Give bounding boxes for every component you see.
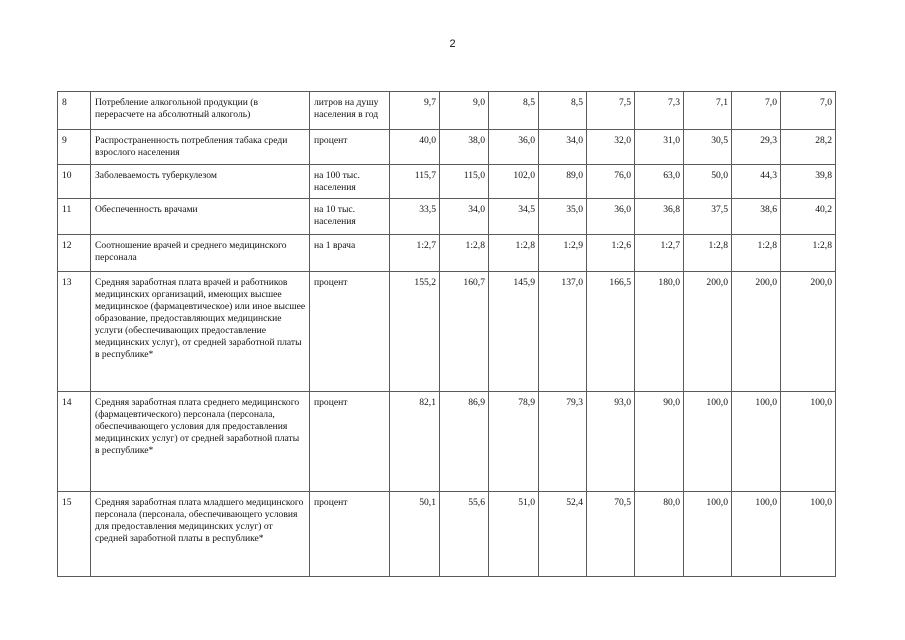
value-cell: 160,7 bbox=[440, 272, 489, 392]
value-cell: 1:2,7 bbox=[390, 235, 440, 272]
value-cell: 55,6 bbox=[440, 492, 489, 577]
value-cell: 1:2,8 bbox=[684, 235, 732, 272]
indicator-name-cell: Распространенность потребления табака среди взрослого населения bbox=[91, 130, 310, 165]
table-row bbox=[58, 272, 836, 392]
row-number-cell: 13 bbox=[58, 272, 91, 392]
value-cell: 1:2,7 bbox=[635, 235, 684, 272]
value-cell: 90,0 bbox=[635, 392, 684, 492]
value-cell: 29,3 bbox=[732, 130, 781, 165]
indicator-name-cell: Заболеваемость туберкулезом bbox=[91, 165, 310, 199]
value-cell: 7,0 bbox=[732, 92, 781, 130]
value-cell: 39,8 bbox=[781, 165, 836, 199]
value-cell: 1:2,8 bbox=[732, 235, 781, 272]
value-cell: 100,0 bbox=[781, 492, 836, 577]
value-cell: 40,2 bbox=[781, 199, 836, 235]
value-cell: 100,0 bbox=[781, 392, 836, 492]
unit-cell: литров на душу населения в год bbox=[310, 92, 390, 130]
unit-cell: процент bbox=[310, 492, 390, 577]
value-cell: 89,0 bbox=[539, 165, 587, 199]
unit-cell: на 1 врача bbox=[310, 235, 390, 272]
value-cell: 33,5 bbox=[390, 199, 440, 235]
value-cell: 1:2,9 bbox=[539, 235, 587, 272]
value-cell: 35,0 bbox=[539, 199, 587, 235]
row-number-cell: 12 bbox=[58, 235, 91, 272]
value-cell: 145,9 bbox=[489, 272, 539, 392]
value-cell: 200,0 bbox=[684, 272, 732, 392]
value-cell: 31,0 bbox=[635, 130, 684, 165]
value-cell: 1:2,6 bbox=[587, 235, 635, 272]
page-number: 2 bbox=[449, 38, 456, 50]
value-cell: 51,0 bbox=[489, 492, 539, 577]
unit-cell: на 100 тыс. населения bbox=[310, 165, 390, 199]
table-row bbox=[58, 130, 836, 165]
value-cell: 86,9 bbox=[440, 392, 489, 492]
indicator-name-cell: Обеспеченность врачами bbox=[91, 199, 310, 235]
table-row bbox=[58, 165, 836, 199]
value-cell: 137,0 bbox=[539, 272, 587, 392]
indicator-name-cell: Соотношение врачей и среднего медицинского персонала bbox=[91, 235, 310, 272]
table-row bbox=[58, 235, 836, 272]
row-number-cell: 10 bbox=[58, 165, 91, 199]
value-cell: 100,0 bbox=[684, 492, 732, 577]
value-cell: 100,0 bbox=[732, 392, 781, 492]
value-cell: 200,0 bbox=[781, 272, 836, 392]
value-cell: 100,0 bbox=[684, 392, 732, 492]
table-row bbox=[58, 392, 836, 492]
value-cell: 28,2 bbox=[781, 130, 836, 165]
value-cell: 7,3 bbox=[635, 92, 684, 130]
value-cell: 8,5 bbox=[489, 92, 539, 130]
row-number-cell: 15 bbox=[58, 492, 91, 577]
row-number-cell: 14 bbox=[58, 392, 91, 492]
value-cell: 63,0 bbox=[635, 165, 684, 199]
value-cell: 1:2,8 bbox=[489, 235, 539, 272]
value-cell: 79,3 bbox=[539, 392, 587, 492]
value-cell: 7,5 bbox=[587, 92, 635, 130]
unit-cell: на 10 тыс. населения bbox=[310, 199, 390, 235]
unit-cell: процент bbox=[310, 272, 390, 392]
table-row bbox=[58, 92, 836, 130]
indicator-name-cell: Средняя заработная плата младшего медицинского персонала (персонала, обеспечивающего условия для предоставления медицинских услуг) от средней заработной платы в республике* bbox=[91, 492, 310, 577]
row-number-cell: 11 bbox=[58, 199, 91, 235]
value-cell: 93,0 bbox=[587, 392, 635, 492]
value-cell: 70,5 bbox=[587, 492, 635, 577]
value-cell: 44,3 bbox=[732, 165, 781, 199]
value-cell: 155,2 bbox=[390, 272, 440, 392]
value-cell: 200,0 bbox=[732, 272, 781, 392]
unit-cell: процент bbox=[310, 392, 390, 492]
value-cell: 40,0 bbox=[390, 130, 440, 165]
row-number-cell: 8 bbox=[58, 92, 91, 130]
value-cell: 115,0 bbox=[440, 165, 489, 199]
value-cell: 100,0 bbox=[732, 492, 781, 577]
indicator-name-cell: Потребление алкогольной продукции (в перерасчете на абсолютный алкоголь) bbox=[91, 92, 310, 130]
value-cell: 34,0 bbox=[440, 199, 489, 235]
value-cell: 30,5 bbox=[684, 130, 732, 165]
value-cell: 1:2,8 bbox=[440, 235, 489, 272]
value-cell: 34,5 bbox=[489, 199, 539, 235]
value-cell: 82,1 bbox=[390, 392, 440, 492]
value-cell: 76,0 bbox=[587, 165, 635, 199]
table-body bbox=[58, 92, 836, 577]
unit-cell: процент bbox=[310, 130, 390, 165]
value-cell: 34,0 bbox=[539, 130, 587, 165]
value-cell: 8,5 bbox=[539, 92, 587, 130]
value-cell: 38,6 bbox=[732, 199, 781, 235]
value-cell: 37,5 bbox=[684, 199, 732, 235]
table-row bbox=[58, 492, 836, 577]
value-cell: 36,0 bbox=[587, 199, 635, 235]
value-cell: 52,4 bbox=[539, 492, 587, 577]
value-cell: 180,0 bbox=[635, 272, 684, 392]
value-cell: 1:2,8 bbox=[781, 235, 836, 272]
value-cell: 7,0 bbox=[781, 92, 836, 130]
indicator-name-cell: Средняя заработная плата среднего медицинского (фармацевтического) персонала (персонала, обеспечивающего условия для предоставления медицинских услуг) от средней заработной платы в республике* bbox=[91, 392, 310, 492]
value-cell: 80,0 bbox=[635, 492, 684, 577]
value-cell: 38,0 bbox=[440, 130, 489, 165]
value-cell: 50,0 bbox=[684, 165, 732, 199]
value-cell: 36,8 bbox=[635, 199, 684, 235]
value-cell: 166,5 bbox=[587, 272, 635, 392]
indicator-name-cell: Средняя заработная плата врачей и работников медицинских организаций, имеющих высшее медицинское (фармацевтическое) или иное высшее образование, предоставляющих медицинские услуги (обеспечивающих предоставление медицинских услуг), от средней заработной платы в республике* bbox=[91, 272, 310, 392]
value-cell: 32,0 bbox=[587, 130, 635, 165]
row-number-cell: 9 bbox=[58, 130, 91, 165]
value-cell: 78,9 bbox=[489, 392, 539, 492]
value-cell: 115,7 bbox=[390, 165, 440, 199]
table-row bbox=[58, 199, 836, 235]
value-cell: 9,7 bbox=[390, 92, 440, 130]
value-cell: 36,0 bbox=[489, 130, 539, 165]
value-cell: 50,1 bbox=[390, 492, 440, 577]
value-cell: 9,0 bbox=[440, 92, 489, 130]
value-cell: 102,0 bbox=[489, 165, 539, 199]
indicators-table bbox=[57, 91, 836, 577]
value-cell: 7,1 bbox=[684, 92, 732, 130]
